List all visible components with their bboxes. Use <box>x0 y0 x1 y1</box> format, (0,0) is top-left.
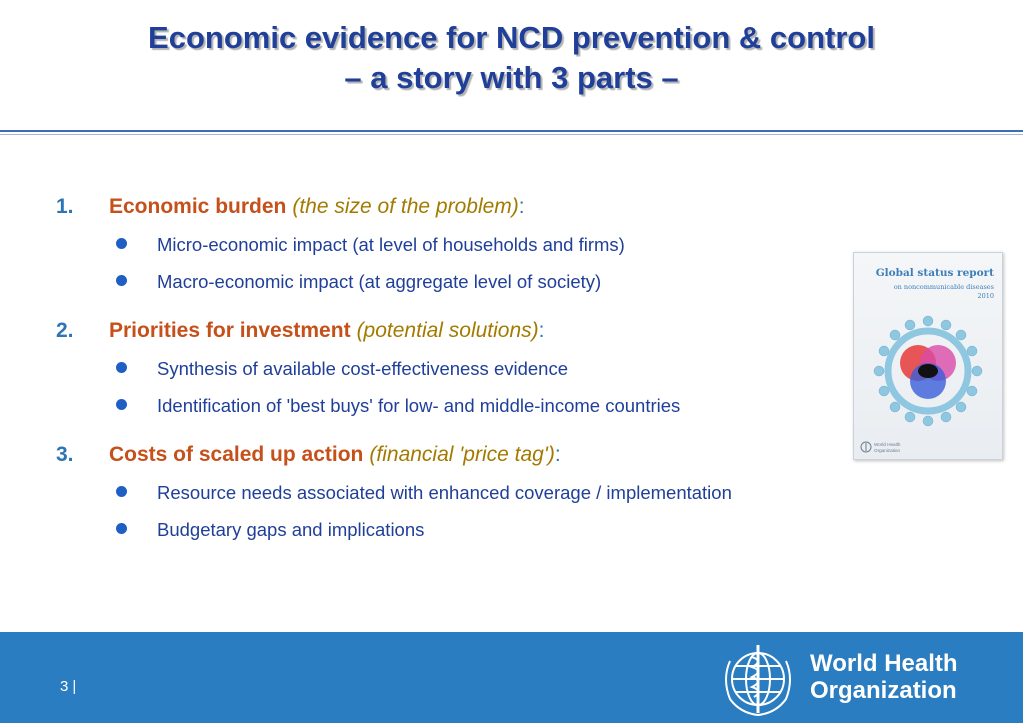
cover-subtitle-text: on noncommunicable diseases <box>893 283 994 291</box>
who-emblem-icon <box>718 639 798 719</box>
bullet-list <box>56 226 916 300</box>
cover-subtitle <box>862 283 994 301</box>
slide-title <box>0 18 1023 98</box>
cover-org-name <box>874 442 914 453</box>
part-2 <box>56 316 916 424</box>
who-name <box>810 650 958 704</box>
bullet-text: Budgetary gaps and implications <box>157 519 425 540</box>
part-heading <box>56 316 916 346</box>
bullet-text: Micro-economic impact (at level of households and firms) <box>157 234 625 255</box>
part-title: Costs of scaled up action <box>109 443 364 466</box>
bullet-dot-icon <box>116 238 127 249</box>
title-divider-thin <box>0 134 1023 135</box>
part-1 <box>56 192 916 300</box>
who-name-line-2: Organization <box>810 677 957 704</box>
bullet-dot-icon <box>116 523 127 534</box>
cover-org-line-2: Organization <box>874 447 901 453</box>
list-item <box>116 387 916 424</box>
part-colon: : <box>518 195 525 218</box>
list-item <box>116 511 916 548</box>
page-number-value: 3 <box>60 678 69 695</box>
bullet-list <box>56 474 916 548</box>
bullet-text: Identification of 'best buys' for low- and middle-income countries <box>157 395 681 416</box>
bullet-text: Synthesis of available cost-effectiveness evidence <box>157 358 569 379</box>
part-title: Economic burden <box>109 195 287 218</box>
bullet-list <box>56 350 916 424</box>
part-parenthetical: (the size of the problem) <box>292 195 519 218</box>
part-colon: : <box>538 319 545 342</box>
footer-bar <box>0 632 1023 723</box>
page-separator: | <box>72 678 77 695</box>
part-heading <box>56 192 916 222</box>
part-title: Priorities for investment <box>109 319 351 342</box>
list-item <box>116 474 916 511</box>
title-line-1: Economic evidence for NCD prevention & control <box>148 20 875 55</box>
title-divider <box>0 130 1023 132</box>
bullet-dot-icon <box>116 362 127 373</box>
part-parenthetical: (financial 'price tag') <box>369 443 555 466</box>
bullet-text: Macro-economic impact (at aggregate level of society) <box>157 271 602 292</box>
part-number: 1. <box>56 195 74 218</box>
bullet-dot-icon <box>116 399 127 410</box>
cover-title: Global status report <box>875 267 994 279</box>
people-circle-icon <box>868 311 988 431</box>
cover-year: 2010 <box>977 292 994 300</box>
title-line-2: – a story with 3 parts – <box>344 60 679 95</box>
part-colon: : <box>554 443 561 466</box>
who-small-logo-icon <box>860 441 872 453</box>
cover-org-line-1: World Health <box>874 442 901 447</box>
report-cover-image <box>853 252 1003 460</box>
list-item <box>116 226 916 263</box>
bullet-dot-icon <box>116 275 127 286</box>
part-number: 2. <box>56 319 74 342</box>
content-list <box>56 192 916 564</box>
who-name-line-1: World Health <box>810 650 958 677</box>
list-item <box>116 263 916 300</box>
part-heading <box>56 440 916 470</box>
bullet-text: Resource needs associated with enhanced coverage / implementation <box>157 482 732 503</box>
bullet-dot-icon <box>116 486 127 497</box>
part-number: 3. <box>56 443 74 466</box>
list-item <box>116 350 916 387</box>
part-3 <box>56 440 916 548</box>
page-number <box>60 678 76 695</box>
part-parenthetical: (potential solutions) <box>356 319 539 342</box>
